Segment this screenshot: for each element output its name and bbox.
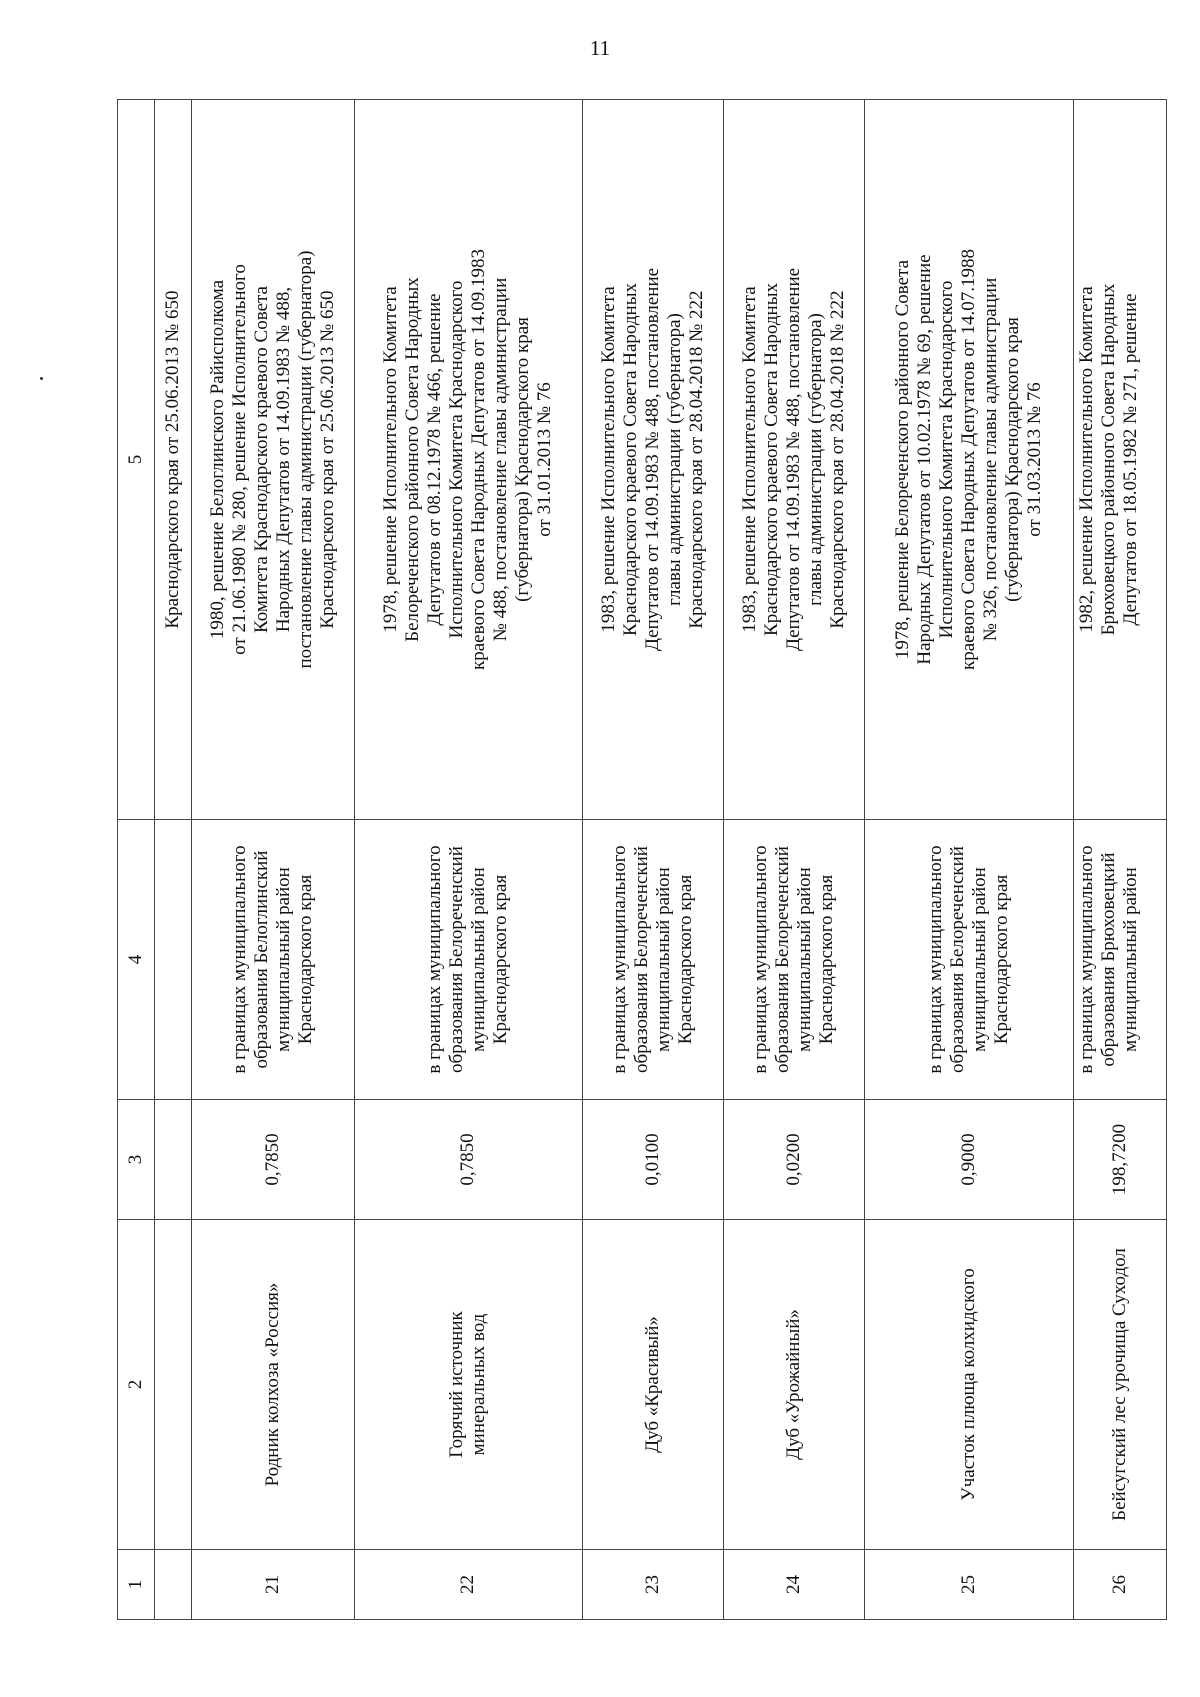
table-row: [723, 100, 864, 1620]
table-row: [354, 100, 582, 1620]
table-row: [582, 100, 723, 1620]
site-basis: 1983, решение Исполнительного Комитета Краснодарского краевого Совета Народных Депутатов от 14.09.1983 № 488, постановление главы администрации (губернатора) Краснодарского края от 28.04.2018 № 222: [582, 100, 723, 820]
table-row: [1073, 100, 1166, 1620]
table-row: [865, 100, 1073, 1620]
site-name: Дуб «Урожайный»: [723, 1220, 864, 1550]
continuation-cell: [154, 820, 191, 1100]
protected-sites-table: [117, 99, 1167, 1620]
site-location: в границах муниципального образования Белоглинский муниципальный район Краснодарского края: [191, 820, 354, 1100]
row-number: 24: [723, 1550, 864, 1620]
column-number-3: 3: [118, 1100, 155, 1220]
site-area: 0,7850: [354, 1100, 582, 1220]
continuation-cell: [154, 1220, 191, 1550]
column-number-2: 2: [118, 1220, 155, 1550]
site-name: Родник колхоза «Россия»: [191, 1220, 354, 1550]
continuation-basis: Краснодарского края от 25.06.2013 № 650: [154, 100, 191, 820]
site-area: 0,9000: [865, 1100, 1073, 1220]
continuation-cell: [154, 1550, 191, 1620]
row-number: 26: [1073, 1550, 1166, 1620]
column-number-5: 5: [118, 100, 155, 820]
site-name: Горячий источник минеральных вод: [354, 1220, 582, 1550]
row-number: 22: [354, 1550, 582, 1620]
site-area: 0,0200: [723, 1100, 864, 1220]
continuation-row: [154, 100, 191, 1620]
row-number: 23: [582, 1550, 723, 1620]
site-location: в границах муниципального образования Белореченский муниципальный район Краснодарского края: [723, 820, 864, 1100]
column-number-row: [118, 100, 155, 1620]
site-basis: 1983, решение Исполнительного Комитета Краснодарского краевого Совета Народных Депутатов от 14.09.1983 № 488, постановление главы администрации (губернатора) Краснодарского края от 28.04.2018 № 222: [723, 100, 864, 820]
site-basis: 1980, решение Белоглинского Райисполкома от 21.06.1980 № 280, решение Исполнительного Комитета Краснодарского краевого Совета Народных Депутатов от 14.09.1983 № 488, постановление главы администрации (губернатора) Краснодарского края от 25.06.2013 № 650: [191, 100, 354, 820]
page-number: 11: [589, 36, 611, 60]
site-location: в границах муниципального образования Белореченский муниципальный район Краснодарского края: [865, 820, 1073, 1100]
site-location: в границах муниципального образования Белореченский муниципальный район Краснодарского края: [354, 820, 582, 1100]
site-name: Бейсугский лес урочища Суходол: [1073, 1220, 1166, 1550]
site-location: в границах муниципального образования Белореченский муниципальный район Краснодарского края: [582, 820, 723, 1100]
row-number: 21: [191, 1550, 354, 1620]
column-number-4: 4: [118, 820, 155, 1100]
column-number-1: 1: [118, 1550, 155, 1620]
site-basis: 1978, решение Белореченского районного Совета Народных Депутатов от 10.02.1978 № 69, решение Исполнительного Комитета Краснодарского краевого Совета Народных Депутатов от 14.07.1988 № 326, постановление главы администрации (губернатора) Краснодарского края от 31.03.2013 № 76: [865, 100, 1073, 820]
site-basis: 1982, решение Исполнительного Комитета Брюховецкого районного Совета Народных Депутатов от 18.05.1982 № 271, решение: [1073, 100, 1166, 820]
scan-speck: [40, 377, 43, 380]
rotated-table-container: [117, 100, 1167, 1620]
site-name: Дуб «Красивый»: [582, 1220, 723, 1550]
row-number: 25: [865, 1550, 1073, 1620]
site-area: 0,7850: [191, 1100, 354, 1220]
site-area: 0,0100: [582, 1100, 723, 1220]
site-area: 198,7200: [1073, 1100, 1166, 1220]
table-row: [191, 100, 354, 1620]
site-basis: 1978, решение Исполнительного Комитета Белореченского районного Совета Народных Депутатов от 08.12.1978 № 466, решение Исполнительного Комитета Краснодарского краевого Совета Народных Депутатов от 14.09.1983 № 488, постановление главы администрации (губернатора) Краснодарского края от 31.01.2013 № 76: [354, 100, 582, 820]
site-name: Участок плюща колхидского: [865, 1220, 1073, 1550]
continuation-cell: [154, 1100, 191, 1220]
site-location: в границах муниципального образования Брюховецкий муниципальный район: [1073, 820, 1166, 1100]
